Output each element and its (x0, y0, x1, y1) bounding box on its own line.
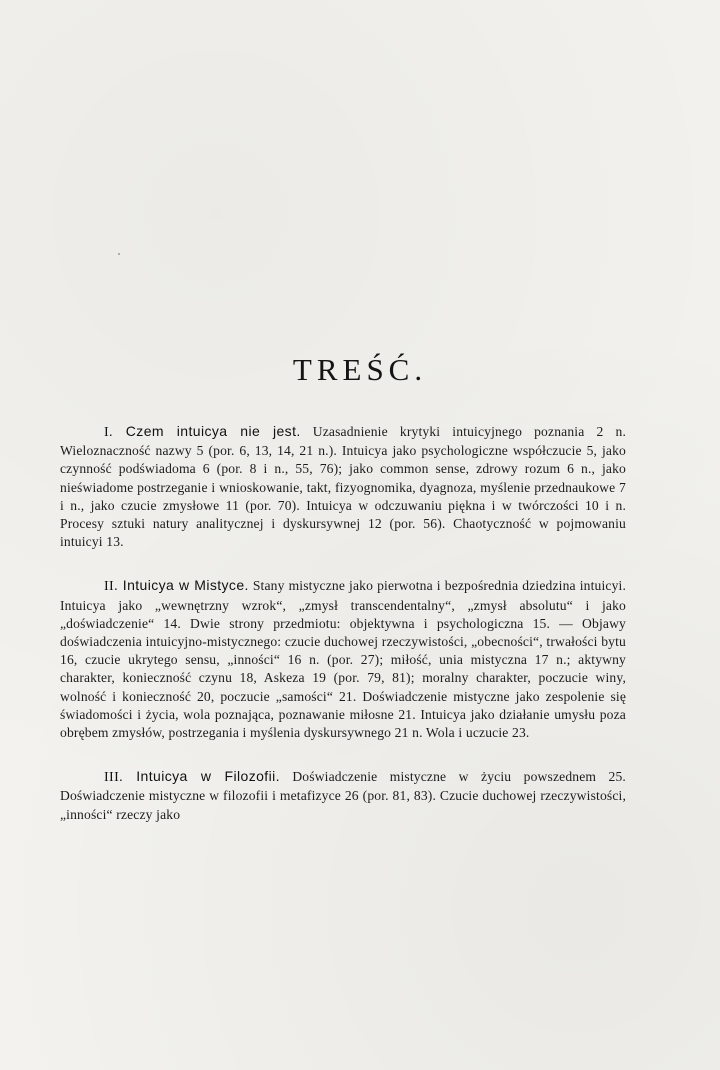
section-2-numeral: II. (104, 579, 119, 595)
section-1-heading (104, 423, 301, 439)
section-1-numeral: I. (104, 425, 113, 440)
section-3-numeral: III. (104, 770, 124, 786)
section-1-title: Czem intuicya nie jest. (125, 423, 301, 439)
paper-speck (118, 253, 120, 255)
section-2-body: Stany mistyczne jako pierwotna i bezpośrednia dziedzina intuicyi. Intuicya jako „wewnętrzny wzrok“, „zmysł transcendentalny“, „zmysł absolutu“ i jako „doświadczenie“ 14. Dwie strony przedmiotu: objektywna i psychologiczna 15. — Objawy doświadczenia intuicyjno-mistycznego: czucie duchowej rzeczywistości, „obecności“, trwałości bytu 16, czucie ukrytego sensu, „inności“ 16 n. (por. 27); miłość, unia mistyczna 17 n.; aktywny charakter, konieczność czynu 18, Askeza 19 (por. 79, 81); moralny charakter, poczucie winy, wolność i konieczność 20, poczucie „samości“ 21. Doświadczenie mistyczne jako zespolenie się świadomości i życia, wola poznająca, poznawanie miłosne 21. Intuicya jako działanie umysłu poza obrębem zmysłów, postrzegania i myślenia dyskursywnego 21 n. Wola i uczucie 23. (60, 578, 626, 741)
section-3-heading (104, 768, 280, 784)
section-3-body: Doświadczenie mistyczne w życiu powszednem 25. Doświadczenie mistyczne w filozofii i metafizyce 26 (por. 81, 83). Czucie duchowej rzeczywistości, „inności“ rzeczy jako (60, 769, 626, 822)
section-3-title: Intuicya w Filozofii. (136, 768, 280, 785)
section-2-title: Intuicya w Mistyce. (122, 577, 249, 594)
section-1-body: Uzasadnienie krytyki intuicyjnego poznania 2 n. Wieloznaczność nazwy 5 (por. 6, 13, 14, 21 n.). Intuicya jako psychologiczne współczucie 5, jako czynność podświadoma 6 (por. 8 i n., 55, 76); jako common sense, zdrowy rozum 6 n., jako nieświadome postrzeganie i wnioskowanie, takt, fizyognomika, dyagnoza, myślenie przednaukowe 7 i n., jako czucie zmysłowe 11 (por. 70). Intuicya w odczuwaniu piękna i w twórczości 10 i n. Procesy sztuki natury analitycznej i dyskursywnej 12 (por. 56). Chaotyczność w pojmowaniu intuicyi 13. (60, 424, 626, 550)
section-3 (60, 767, 626, 824)
section-2-heading (104, 577, 249, 593)
page-title: TREŚĆ. (292, 352, 428, 387)
table-of-contents (60, 422, 626, 849)
section-2 (60, 576, 626, 742)
section-1 (60, 422, 626, 551)
